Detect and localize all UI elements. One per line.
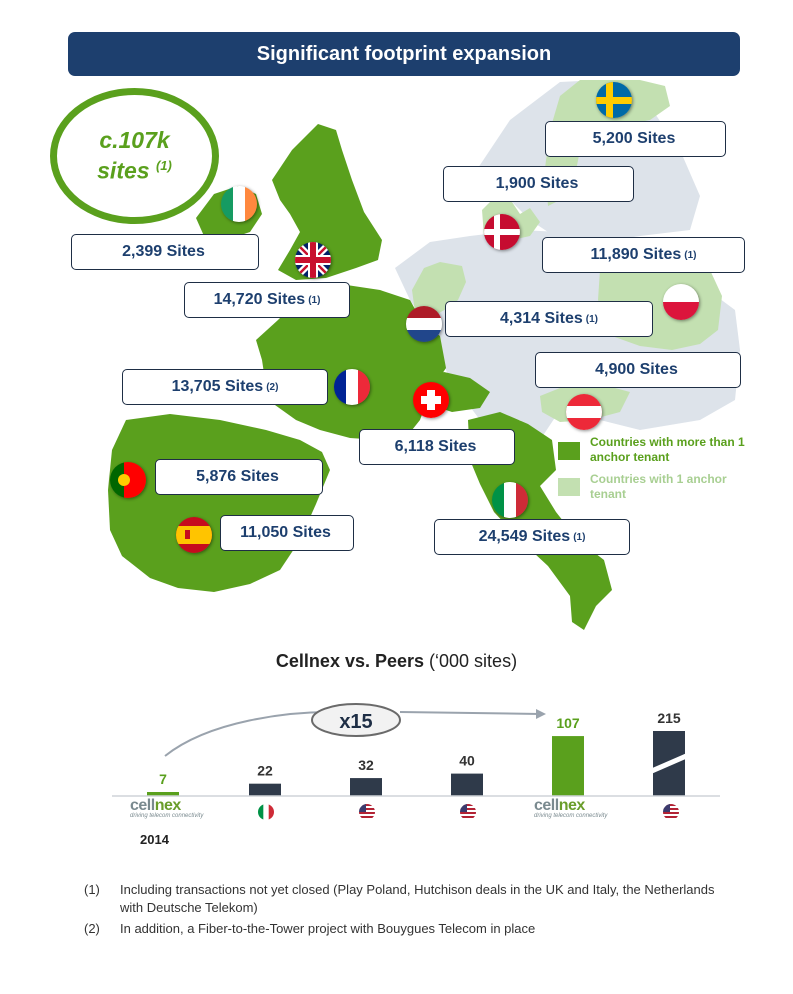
sites-box-italy: 24,549 Sites (1) (434, 519, 630, 555)
bar-3 (451, 774, 483, 796)
denmark-flag-icon (484, 214, 520, 250)
spain-flag-icon (176, 517, 212, 553)
footnote-2-text: In addition, a Fiber-to-the-Tower project with Bouygues Telecom in place (120, 921, 536, 936)
italy-flag-icon (492, 482, 528, 518)
sweden-flag-icon (596, 82, 632, 118)
us-peer-1-flag-icon (359, 804, 375, 820)
sites-box-switzerland: 6,118 Sites (359, 429, 515, 465)
france-flag-icon (334, 369, 370, 405)
arrow-head (536, 709, 546, 719)
sites-box-portugal: 5,876 Sites (155, 459, 323, 495)
total-sites-note: (1) (155, 158, 172, 174)
us-peer-2-flag-icon (460, 804, 476, 820)
switzerland-flag-icon (413, 382, 449, 418)
sites-box-france: 13,705 Sites (2) (122, 369, 328, 405)
sites-box-ireland: 2,399 Sites (71, 234, 259, 270)
austria-flag-icon (566, 394, 602, 430)
cellnex-logo-current: cellnex driving telecom connectivity (534, 797, 608, 819)
uk-flag-icon (295, 242, 331, 278)
legend-label-multi-tenant: Countries with more than 1 anchor tenant (590, 435, 745, 464)
sites-box-netherlands: 4,314 Sites (1) (445, 301, 653, 337)
footnote-1-number: (1) (84, 882, 100, 897)
page-title: Significant footprint expansion (68, 32, 740, 76)
sites-box-sweden: 5,200 Sites (545, 121, 726, 157)
multiplier-label: x15 (339, 711, 373, 733)
ireland-flag-icon (221, 186, 257, 222)
peers-chart-title: Cellnex vs. Peers (‘000 sites) (275, 651, 518, 671)
footnote-1-text: Including transactions not yet closed (Play Poland, Hutchison deals in the UK and Italy, the Netherlands with Deutsche Telekom) (120, 882, 715, 915)
sites-box-austria: 4,900 Sites (535, 352, 741, 388)
total-sites-unit: sites (97, 157, 150, 184)
legend-label-single-tenant: Countries with 1 anchor tenant (590, 472, 727, 501)
sites-box-spain: 11,050 Sites (220, 515, 354, 551)
year-label: 2014 (140, 832, 169, 847)
bar-value-label-3: 40 (459, 752, 475, 769)
bar-1 (249, 784, 281, 796)
portugal-flag-icon (110, 462, 146, 498)
bar-value-label-4: 107 (556, 715, 580, 732)
netherlands-flag-icon (406, 306, 442, 342)
bar-2 (350, 778, 382, 796)
bar-value-label-0: 7 (159, 771, 167, 787)
multiplier-arrow (165, 712, 330, 756)
cellnex-logo-2014: cellnex driving telecom connectivity (130, 797, 204, 819)
total-sites-value: c.107k (99, 127, 170, 154)
bar-value-label-2: 32 (358, 757, 374, 774)
bar-value-label-5: 215 (657, 710, 681, 726)
total-sites-highlight (50, 88, 219, 224)
footnote-2-number: (2) (84, 921, 100, 936)
poland-flag-icon (663, 284, 699, 320)
sites-box-denmark: 1,900 Sites (443, 166, 634, 202)
sites-box-uk: 14,720 Sites (1) (184, 282, 350, 318)
bar-4 (552, 736, 584, 796)
sites-box-poland: 11,890 Sites (1) (542, 237, 745, 273)
map-country-spain-portugal (108, 414, 330, 592)
legend-swatch-single-tenant (558, 478, 580, 496)
us-peer-3-flag-icon (663, 804, 679, 820)
legend-swatch-multi-tenant (558, 442, 580, 460)
bar-value-label-1: 22 (257, 762, 273, 779)
multiplier-arrow-tail (400, 712, 540, 714)
italy-peer-flag-icon (258, 804, 274, 820)
